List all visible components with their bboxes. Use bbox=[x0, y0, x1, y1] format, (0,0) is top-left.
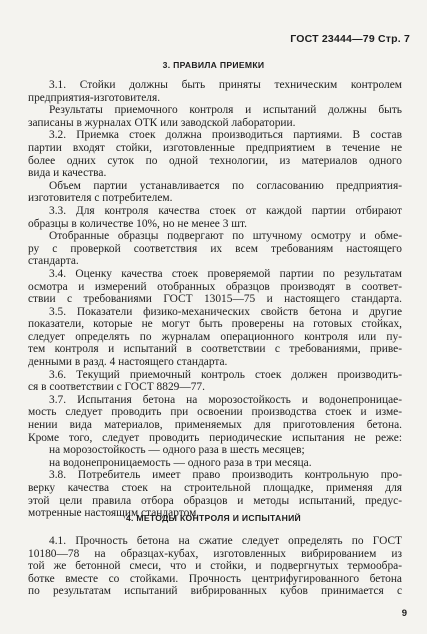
text-line: записаны в журналах ОТК или заводской лаборатории. bbox=[28, 116, 296, 129]
text-line: вида и качества. bbox=[28, 167, 107, 180]
text-line: на морозостойкость — одного раза в шесть месяцев; bbox=[49, 444, 305, 457]
text-line: 4.1. Прочность бетона на сжатие следует определять по ГОСТ bbox=[49, 535, 402, 547]
text-line: партии входят стойки, изготовленные предприятием в течение не bbox=[28, 141, 402, 154]
text-line: Результаты приемочного контроля и испытаний должны быть bbox=[49, 104, 402, 117]
section-4-body bbox=[28, 535, 402, 598]
text-line: нении вида материалов, применяемых для приготовления бетона. bbox=[28, 419, 402, 432]
text-line: осмотра и измерений отобранных образцов производят в соответ- bbox=[28, 280, 402, 293]
text-line: 3.3. Для контроля качества стоек от каждой партии отбирают bbox=[49, 204, 402, 217]
text-line: ру с проверкой соответствия их всем требованиям настоящего bbox=[28, 242, 402, 255]
text-line: образцы в количестве 10%, но не менее 3 шт. bbox=[28, 217, 247, 230]
text-line: более одних суток по одной технологии, из материалов одного bbox=[28, 154, 402, 167]
text-line: на водонепроницаемость — одного раза в три месяца. bbox=[49, 456, 312, 469]
page-number: 9 bbox=[401, 608, 407, 619]
page-header: ГОСТ 23444—79 Стр. 7 bbox=[290, 33, 410, 45]
text-line: следует определять по журналам операционного контроля или пу- bbox=[28, 330, 402, 343]
text-line: ствии с требованиями ГОСТ 13015—75 и настоящего стандарта. bbox=[28, 293, 402, 306]
text-line: Кроме того, следует проводить периодические испытания не реже: bbox=[28, 431, 402, 444]
text-line: стандарта. bbox=[28, 255, 79, 268]
text-line: этой цели правила отбора образцов и методы испытаний, предус- bbox=[28, 494, 402, 507]
text-line: 3.1. Стойки должны быть приняты техническим контролем bbox=[49, 79, 402, 91]
section-3-title: 3. ПРАВИЛА ПРИЕМКИ bbox=[162, 60, 265, 70]
text-line: ботке вместе со стойками. Прочность центрифугированного бетона bbox=[28, 572, 402, 585]
text-line: 3.7. Испытания бетона на морозостойкость и водонепроницае- bbox=[49, 393, 402, 406]
text-line: 3.8. Потребитель имеет право производить контрольную про- bbox=[49, 469, 402, 482]
text-line: 3.4. Оценку качества стоек проверяемой партии по результатам bbox=[49, 267, 402, 280]
section-4-title: 4. МЕТОДЫ КОНТРОЛЯ И ИСПЫТАНИЙ bbox=[125, 513, 302, 523]
text-line: по результатам испытаний вибрированных кубов принимается с bbox=[28, 585, 402, 598]
text-line: показатели, которые не могут быть проверены на готовых стойках, bbox=[28, 318, 402, 331]
text-line: мотренные настоящим стандартом. bbox=[28, 507, 200, 520]
text-line: Отобранные образцы подвергают по штучному осмотру и обме- bbox=[49, 230, 402, 243]
text-line: денными в разд. 4 настоящего стандарта. bbox=[28, 356, 228, 369]
text-line: 3.2. Приемка стоек должна производиться партиями. В состав bbox=[49, 129, 402, 142]
text-line: 3.5. Показатели физико-механических свойств бетона и другие bbox=[49, 305, 402, 318]
text-line: ся в соответствии с ГОСТ 8829—77. bbox=[28, 381, 205, 394]
text-line: мость следует проводить при освоении производства стоек и изме- bbox=[28, 406, 402, 419]
text-line: изготовителя с потребителем. bbox=[28, 192, 173, 205]
text-line: Объем партии устанавливается по согласованию предприятия- bbox=[49, 179, 402, 192]
text-line: тем контроля и испытаний в соответствии с требованиями, приве- bbox=[28, 343, 402, 356]
section-3-body bbox=[28, 79, 402, 520]
text-line: предприятия-изготовителя. bbox=[28, 91, 161, 104]
text-line: 3.6. Текущий приемочный контроль стоек должен производить- bbox=[49, 368, 402, 381]
text-line: 10180—78 на образцах-кубах, изготовленных вибрированием из bbox=[28, 547, 402, 560]
text-line: той же бетонной смеси, что и стойки, и подвергнутых термообра- bbox=[28, 560, 402, 573]
text-line: верку качества стоек на строительной площадке, применяя для bbox=[28, 482, 402, 494]
